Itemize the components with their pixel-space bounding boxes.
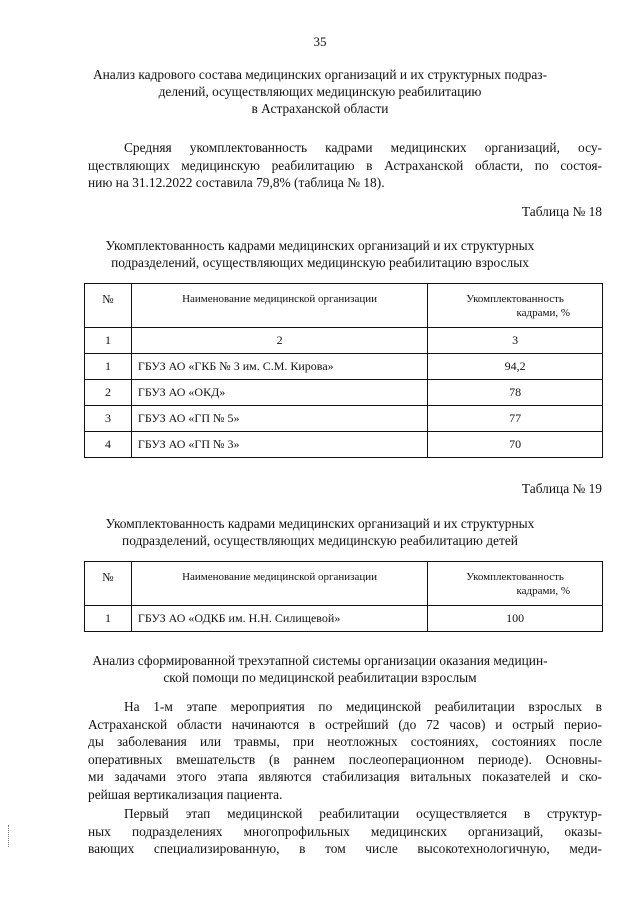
paragraph-line: рейшая вертикализация пациента. (88, 786, 283, 802)
row-value: 94,2 (428, 354, 603, 380)
header-staffing-line: Укомплектованность (466, 293, 564, 305)
table-19 (84, 561, 603, 632)
caption-line: Укомплектованность кадрами медицинских организаций и их структурных (105, 238, 535, 253)
row-num: 1 (85, 354, 132, 380)
header-staffing-line: кадрами, % (516, 585, 570, 597)
heading-line: делений, осуществляющих медицинскую реабилитацию (158, 84, 482, 99)
paragraph-line: ми задачами этого этапа являются стабилизация витальных показателей и ско- (88, 769, 602, 784)
paragraph-stage-one (88, 698, 602, 803)
heading-line: Анализ сформированной трехэтапной системы организации оказания медицин- (92, 653, 548, 668)
header-name: Наименование медицинской организации (131, 562, 427, 606)
row-value: 78 (428, 380, 603, 406)
table-19-label: Таблица № 19 (521, 481, 602, 496)
paragraph-line: Астраханской области начинаются в острейший (до 72 часов) и острый перио- (88, 716, 602, 732)
paragraph-line: ных подразделениях многопрофильных медицинских организаций, оказы- (88, 823, 602, 839)
row-num: 4 (85, 432, 132, 458)
paragraph-line: ды заболевания или травмы, при неотложных состояниях, состояниях после (88, 734, 602, 749)
table-row (85, 354, 603, 380)
paragraph-line: нию на 31.12.2022 составила 79,8% (таблица № 18). (88, 175, 385, 190)
header-staffing (428, 284, 603, 328)
header-name: Наименование медицинской организации (131, 284, 427, 328)
table-header-row (85, 284, 603, 328)
header-staffing (428, 562, 603, 606)
row-name: ГБУЗ АО «ОДКБ им. Н.Н. Силищевой» (131, 606, 427, 632)
table-18-label: Таблица № 18 (521, 204, 602, 219)
header-num: № (85, 562, 132, 606)
paragraph-first-stage-details (88, 805, 602, 858)
scan-margin-mark (8, 825, 12, 847)
section-heading-staffing (80, 66, 560, 117)
page-number: 35 (313, 34, 327, 49)
col-number: 1 (85, 328, 132, 354)
header-staffing-line: Укомплектованность (466, 571, 564, 583)
caption-line: подразделений, осуществляющих медицинскую реабилитацию детей (122, 533, 518, 548)
table-18 (84, 283, 603, 458)
row-name: ГБУЗ АО «ГКБ № 3 им. С.М. Кирова» (131, 354, 427, 380)
intro-paragraph (88, 139, 602, 192)
row-name: ГБУЗ АО «ОКД» (131, 380, 427, 406)
paragraph-line: вающих специализированную, в том числе высокотехнологичную, меди- (88, 841, 602, 856)
row-num: 1 (85, 606, 132, 632)
row-value: 77 (428, 406, 603, 432)
table-header-row (85, 562, 603, 606)
row-num: 3 (85, 406, 132, 432)
row-name: ГБУЗ АО «ГП № 3» (131, 432, 427, 458)
table-row (85, 606, 603, 632)
row-num: 2 (85, 380, 132, 406)
header-staffing-line: кадрами, % (516, 307, 570, 319)
paragraph-line: Первый этап медицинской реабилитации осуществляется в структур- (124, 806, 602, 821)
paragraph-line: На 1-м этапе мероприятия по медицинской реабилитации взрослых в (124, 699, 602, 714)
heading-line: Анализ кадрового состава медицинских организаций и их структурных подраз- (92, 67, 548, 82)
header-num: № (85, 284, 132, 328)
paragraph-line: ществляющих медицинскую реабилитацию в Астраханской области, по состоя- (88, 157, 602, 173)
table-column-numbers-row (85, 328, 603, 354)
caption-line: Укомплектованность кадрами медицинских организаций и их структурных (105, 516, 535, 531)
paragraph-line: Средняя укомплектованность кадрами медицинских организаций, осу- (124, 140, 602, 155)
heading-line: ской помощи по медицинской реабилитации взрослым (163, 670, 477, 685)
heading-line: в Астраханской области (251, 101, 389, 116)
table-18-caption (80, 237, 560, 271)
col-number: 2 (131, 328, 427, 354)
paragraph-line: оперативных вмешательств (в раннем послеоперационном периоде). Основны- (88, 751, 602, 767)
table-row (85, 406, 603, 432)
table-19-caption (80, 515, 560, 549)
row-value: 70 (428, 432, 603, 458)
table-row (85, 380, 603, 406)
row-value: 100 (428, 606, 603, 632)
col-number: 3 (428, 328, 603, 354)
caption-line: подразделений, осуществляющих медицинскую реабилитацию взрослых (111, 255, 529, 270)
section-heading-three-stage (80, 652, 560, 686)
row-name: ГБУЗ АО «ГП № 5» (131, 406, 427, 432)
table-row (85, 432, 603, 458)
